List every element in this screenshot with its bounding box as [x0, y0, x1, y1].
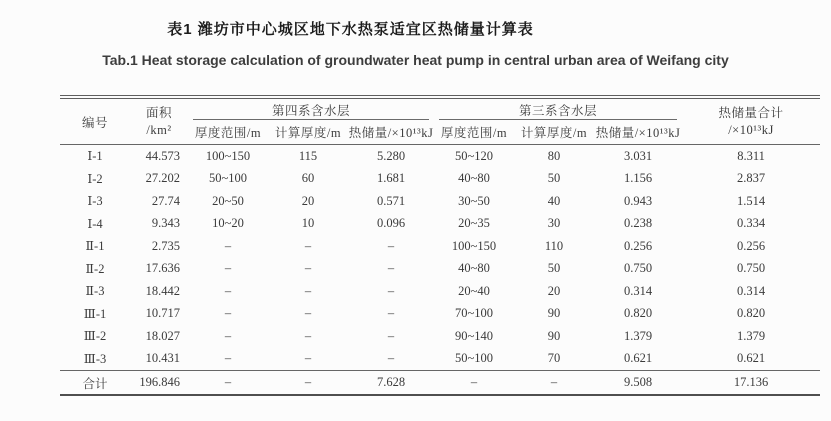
table-row	[60, 168, 820, 191]
table-cell: 20~35	[458, 216, 490, 231]
total-cell: –	[434, 371, 514, 396]
table-cell: –	[387, 238, 395, 253]
table-cell: Ⅲ-3	[83, 351, 107, 366]
table-cell: 9.343	[151, 216, 180, 231]
table-cell: –	[224, 328, 232, 343]
table-row	[60, 258, 820, 281]
total-cell: –	[514, 371, 594, 396]
total-cell: –	[268, 371, 348, 396]
table-cell: Ⅱ-3	[85, 284, 105, 299]
table-cell: –	[304, 306, 312, 321]
table-cell: 18.442	[145, 283, 180, 298]
header-q4-calc-thickness: 计算厚度/m	[274, 126, 342, 140]
table-row	[60, 348, 820, 371]
table-cell: 80	[547, 148, 561, 163]
table-cell: 50~100	[455, 351, 494, 366]
total-row	[60, 371, 820, 396]
table-row	[60, 190, 820, 213]
table-cell: –	[387, 261, 395, 276]
header-total-line1: 热储量合计	[718, 106, 784, 121]
table-cell: 10	[301, 216, 315, 231]
table-header	[60, 97, 820, 145]
table-cell: –	[304, 328, 312, 343]
total-cell: 合计	[60, 371, 130, 396]
table-cell: 90	[547, 306, 561, 321]
total-cell: 196.846	[130, 371, 188, 396]
table-cell: Ⅲ-2	[83, 329, 107, 344]
table-cell: 10.717	[145, 306, 180, 321]
table-cell: 115	[298, 148, 318, 163]
table-cell: 70	[547, 351, 561, 366]
table-body	[60, 145, 820, 396]
table-cell: 2.735	[151, 238, 180, 253]
table-cell: 10~20	[212, 216, 244, 231]
total-cell: 9.508	[594, 371, 682, 396]
header-neogene-aquifer-group: 第三系含水层	[434, 97, 682, 120]
table-cell: 20~40	[458, 283, 490, 298]
table-row	[60, 303, 820, 326]
table-cell: 3.031	[623, 148, 653, 163]
table-cell: 50	[547, 171, 561, 186]
table-cell: 50	[547, 261, 561, 276]
table-cell: 0.238	[623, 216, 653, 231]
heat-storage-table-wrap	[60, 95, 820, 396]
table-cell: 20~50	[212, 193, 244, 208]
table-cell: 1.681	[376, 171, 406, 186]
header-n3-thickness-range: 厚度范围/m	[440, 126, 508, 140]
table-cell: –	[387, 351, 395, 366]
table-cell: –	[387, 306, 395, 321]
table-cell: 1.156	[623, 171, 653, 186]
table-row	[60, 280, 820, 303]
table-cell: 0.314	[623, 283, 653, 298]
table-cell: 40~80	[458, 171, 490, 186]
table-cell: –	[224, 238, 232, 253]
header-area-line1: 面积	[145, 106, 172, 121]
table-cell: 17.636	[145, 261, 180, 276]
table-cell: 20	[301, 193, 315, 208]
table-row	[60, 145, 820, 168]
header-n3-calc-thickness: 计算厚度/m	[520, 126, 588, 140]
table-cell: 30~50	[458, 193, 490, 208]
table-cell: 0.750	[623, 261, 653, 276]
table-cell: 27.202	[145, 171, 180, 186]
header-q4-thickness-range: 厚度范围/m	[194, 126, 262, 140]
table-cell: 0.256	[736, 238, 766, 253]
total-cell: 7.628	[348, 371, 434, 396]
table-cell: Ⅰ-4	[87, 216, 103, 231]
table-cell: Ⅱ-2	[85, 261, 105, 276]
table-cell: Ⅲ-1	[83, 306, 107, 321]
table-row	[60, 325, 820, 348]
table-cell: –	[387, 283, 395, 298]
table-cell: 1.514	[736, 193, 766, 208]
table-cell: Ⅱ-1	[85, 239, 105, 254]
table-row	[60, 235, 820, 258]
table-cell: 110	[544, 238, 564, 253]
table-caption-english: Tab.1 Heat storage calculation of groundwater heat pump in central urban area of Weifang city	[102, 52, 729, 68]
table-caption-chinese: 表1 潍坊市中心城区地下水热泵适宜区热储量计算表	[167, 21, 534, 38]
table-cell: –	[304, 261, 312, 276]
table-cell: –	[304, 238, 312, 253]
table-cell: Ⅰ-2	[87, 171, 103, 186]
table-cell: –	[224, 306, 232, 321]
total-cell: 17.136	[682, 371, 820, 396]
table-cell: Ⅰ-1	[87, 149, 103, 164]
table-cell: 0.820	[736, 306, 766, 321]
table-cell: 10.431	[145, 351, 180, 366]
table-cell: 0.334	[736, 216, 766, 231]
table-cell: –	[224, 261, 232, 276]
header-spanner-row	[60, 97, 820, 120]
table-cell: 70~100	[455, 306, 494, 321]
header-area-line2: /km²	[146, 122, 172, 137]
header-area	[130, 97, 188, 145]
table-cell: 50~120	[455, 148, 494, 163]
table-cell: 90	[547, 328, 561, 343]
header-quaternary-aquifer-group: 第四系含水层	[188, 97, 434, 120]
table-cell: 2.837	[736, 171, 766, 186]
table-cell: 0.621	[736, 351, 766, 366]
table-cell: 0.571	[376, 193, 406, 208]
table-cell: 60	[301, 171, 315, 186]
table-cell: 100~150	[205, 148, 251, 163]
header-total-heat-storage	[682, 97, 820, 145]
table-cell: 1.379	[736, 328, 766, 343]
table-cell: 0.256	[623, 238, 653, 253]
table-cell: 40~80	[458, 261, 490, 276]
table-cell: 44.573	[145, 148, 180, 163]
table-cell: 30	[547, 216, 561, 231]
header-total-line2: /×10¹³kJ	[728, 122, 774, 137]
table-row	[60, 213, 820, 236]
table-cell: 0.943	[623, 193, 653, 208]
table-cell: –	[304, 351, 312, 366]
table-cell: 50~100	[208, 171, 247, 186]
table-cell: –	[224, 283, 232, 298]
table-cell: 0.621	[623, 351, 653, 366]
table-cell: 0.820	[623, 306, 653, 321]
table-cell: 100~150	[451, 238, 497, 253]
header-q4-heat-storage: 热储量/×10¹³kJ	[348, 126, 434, 140]
table-cell: 0.750	[736, 261, 766, 276]
table-cell: 27.74	[151, 193, 180, 208]
table-cell: –	[387, 328, 395, 343]
total-cell: –	[188, 371, 268, 396]
table-cell: 18.027	[145, 328, 180, 343]
header-n3-heat-storage: 热储量/×10¹³kJ	[595, 126, 681, 140]
table-cell: 40	[547, 193, 561, 208]
header-id: 编号	[81, 115, 108, 130]
table-cell: 0.096	[376, 216, 406, 231]
table-cell: –	[304, 283, 312, 298]
table-cell: 90~140	[455, 328, 494, 343]
table-cell: Ⅰ-3	[87, 194, 103, 209]
table-cell: 8.311	[737, 148, 765, 163]
table-cell: 5.280	[376, 148, 406, 163]
table-cell: 20	[547, 283, 561, 298]
table-cell: 0.314	[736, 283, 766, 298]
table-cell: 1.379	[623, 328, 653, 343]
table-cell: –	[224, 351, 232, 366]
heat-storage-table	[60, 95, 820, 396]
